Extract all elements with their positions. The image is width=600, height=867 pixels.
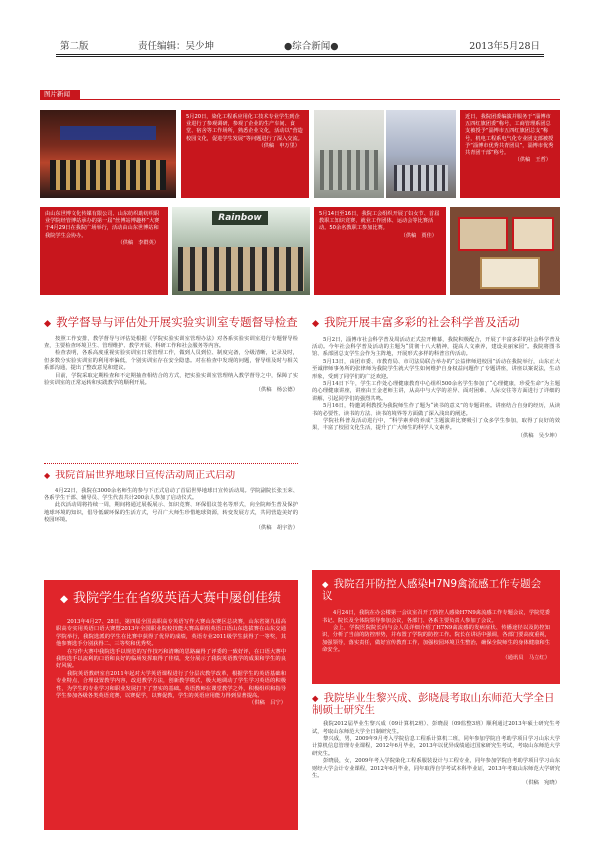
article-title: ◆ 我院毕业生黎兴成、彭晓晨考取山东师范大学全日制硕士研究生 (312, 692, 555, 717)
article-title: ◆ 我院召开防控人感染H7N9禽流感工作专题会议 (322, 578, 542, 603)
caption-youth-league-awards: 近日，我院团委编演并服务于“淄博市五四红旗团委”称号，工商管理系团总支被授予“淄博市五四红旗团总支”称号，机电工程系电气化专业团支部被授予“淄博市优秀共青团员”，淄博市优秀共青团干部”称号。 （供稿 王哲） (460, 110, 560, 198)
article-title: ◆ 我院首届世界地球日宣传活动周正式启动 (44, 470, 236, 481)
section-name: ●综合新闻● (284, 41, 339, 52)
diamond-icon: ◆ (312, 318, 320, 329)
diamond-icon: ◆ (312, 693, 319, 703)
article-paragraph: 5月2日，淄博市社会科学普及周活动正式拉开帷幕，我院积极配合，开展了丰富多彩的社会科学普及活动。今年社会科学普及活动的主题为“贯彻十八大精神，提高人文素养，建设美丽家园”。我院将图书馆、系部团总支学生会作为主阵地，开展形式多样的科普宣传活动。 (312, 336, 560, 358)
article-paragraph: 按照工作安排，教学督导与评估处根据《学院实验实训室管理办法》对各系实验实训室进行专题督导检查，主要检查环境卫生、管理维护、教学开展、科研工作和社会服务等内容。 (44, 335, 298, 349)
article-byline: （供稿 杨公德） (255, 387, 298, 394)
caption-staff-competition: 5月14日至16日，我院工会组织开展了妇女节、首届教职工知识竞赛、就业工作团体、运动会等比赛活动。50余名教职工参加比赛。 （供稿 贾佳） (314, 207, 446, 295)
header-rule-bottom (56, 56, 544, 57)
header-rule-top (56, 54, 544, 55)
photo-stage-performance (40, 110, 176, 198)
caption-campus-contest: 由山东世博文化传媒有限公司、山东纺织助纺织职业学院经管博站承办的第一届“丝博站博趣杯”大赛于4月29日在我院广场举行，活动由山东世博站和我院学生会协办。 （供稿 李群英） (40, 207, 168, 295)
article-paragraph: 黎兴成，男，2009年9月考入学院信息工程系计算机二班，同年参加学院自考助学项目学习山东大学计算机信息管理专业课程，2012年6月毕业，2013年以优异成绩通过国家研究生考试，考取山东师范大学研究生。 (312, 735, 560, 757)
article-divider (44, 463, 298, 464)
article-paragraph: 会上，学院医院院长向与会人员详细介绍了H7N9禽流感的发病症状、传播途径以及防控知识，分析了当前的防控形势，并布置了学院的防控工作。院长在讲话中强调，各部门要高度重视，加强领导，落实责任，做好宣传教育工作，加强校园环境卫生整治，确保全院师生的身体健康和生命安全。 (322, 624, 550, 654)
page-number: 第二版 (60, 41, 89, 52)
article-paragraph: 5月14日下午，学生工作处心理健康教育中心组织500余名学生参加了“心理健康，珍爱生命”为主题的心理健康讲座，讲座由王金老师主讲，从高中与大学的差异、面对困难、人际交往等方面进行了详细的讲解，引起同学们的强烈共鸣。 (312, 381, 560, 402)
article-paragraph: 检查表明，各系高度重视实验实训室日常管理工作，做到人员到位、制度完备，分级清晰，记录及时，但多数分实验实训室的利用率偏低，个别实训室存在安全隐患。对在检查中发现的问题，督导组及时与相关系部沟通，提出了整改意见和建议。 (44, 350, 298, 372)
diamond-icon: ◆ (60, 593, 68, 605)
diamond-icon: ◆ (322, 579, 329, 589)
page-header (56, 38, 544, 52)
article-paragraph: 5月16日，特邀刘利教授为我院师生作了题为“读书的意义”的专题讲座。讲座结合自身的经历，从读书的必要性、读书的方法、读书的境界等方面做了深入浅出的阐述。 (312, 403, 560, 417)
diamond-icon: ◆ (44, 471, 51, 480)
editor-credit: 责任编辑：吴少坤 (138, 41, 215, 52)
article-byline: （供稿 吴少坤） (517, 432, 560, 439)
photo-news-rule (40, 99, 560, 100)
article-byline: （供稿 宛晓） (522, 780, 560, 787)
article-byline: （供稿 吕宁） (248, 700, 286, 707)
article-paragraph: 5月13日，由团市委、市教育局、市司法局联合举办的“公益律师进校园”活动在我院举行，山东正大至诚律师事务所的张律师为我院学生就大学生如何维护自身权益问题作了专题讲座，讲座以案说法，生动形象，受到了同学们的广泛欢迎。 (312, 358, 560, 380)
rainbow-sign-logo: Rainbow (212, 211, 268, 225)
photo-factory-workshop (314, 110, 384, 198)
diamond-icon: ◆ (44, 318, 52, 329)
photo-indoor-gym (386, 110, 456, 198)
article-title: ◆ 我院学生在省级英语大赛中屡创佳绩 (60, 591, 282, 606)
article-science-week (312, 316, 560, 562)
article-paragraph: 4月22日，我院在3000余名师生的参与下正式启动了首届世界地球日宣传活动周。学院副院长张玉荣、各系学生干部、辅导员、学生代表共计200余人参加了启动仪式。 (44, 487, 298, 501)
caption-field-visit: 5月20日，染化工程系应用化工技术专业学生到企业进行了参观调研，参观了企业的生产车间、食堂、宿舍等工作场所，熟悉企业文化，活动以“营造校园文化，促进学生发展”等问题进行了深入交流。 （供稿 申万里） (181, 110, 309, 198)
photo-news-banner: 图片新闻 (40, 90, 80, 99)
article-earth-day (44, 470, 298, 570)
article-paragraph: 彭晓晨，女，2009年考入学院染化工程系服装设计与工程专业，同年参加学院自考助学项目学习山东财经大学会计专业课程，2012年6月毕业，同年取得自学考试本科毕业证，2013年考取山东师范大学研究生。 (312, 758, 560, 779)
article-paragraph: 目前，学院采取定期检查和不定期抽查相结合的方式，把实验实训室管理纳入教学督导之中，保障了实验实训室的正常运转和实践教学的顺利开展。 (44, 372, 298, 387)
article-title: ◆ 我院开展丰富多彩的社会科学普及活动 (312, 316, 520, 329)
article-paragraph: 此次活动周将持续一周，期间将通过展板展示、知识竞赛、环保倡议签名等形式，向全院师生普及保护地球环境的知识，倡导低碳环保的生活方式，号召广大师生珍惜地球资源，转变发展方式，共同营造美好的校园环境。 (44, 502, 298, 524)
article-byline: （通讯员 马立红） (502, 654, 550, 661)
article-graduate-admission (312, 692, 560, 842)
article-title: ◆ 教学督导与评估处开展实验实训室专题督导检查 (44, 316, 298, 329)
article-paragraph: 我院2012届毕业生黎兴成（09计算机2班）、彭晓晨（09监整3班）顺利通过2013年硕士研究生考试，考取山东师范大学全日制研究生。 (312, 721, 560, 735)
photo-rainbow-event (172, 207, 310, 295)
article-h7n9-meeting (312, 570, 560, 684)
photo-award-plaques (450, 207, 560, 295)
article-paragraph: 在写作大赛中我院选手以规范的写作技巧和清晰的思路赢得了评委的一致好评，在口语大赛中我院选手以流利的口语和良好的临场发挥取得了佳绩，充分展示了我院英语教学的成果和学生的良好风貌。 (56, 648, 286, 670)
article-paragraph: 我院英语教研室自2011年起对大学英语课程进行了分层次教学改革，根据学生的英语基础和专业特点，合理设置教学内容，改进教学方法，创新教学模式，极大地调动了学生学习英语的积极性，为学生的专业学习和职业发展打下了坚实的基础。英语教师在课堂教学之外，积极组织和指导学生参加各级各类英语竞赛，以赛促学，以赛促教，学生的英语应用能力得到显著提高。 (56, 670, 286, 699)
article-english-contest (44, 580, 298, 830)
article-paragraph: 学院社科普及活动进行中，“科学素养的养成”主题演讲比赛吸引了众多学生参加，取得了良好的效果，丰富了校园文化生活，提升了广大师生的科学人文素养。 (312, 418, 560, 432)
issue-date: 2013年5月28日 (469, 41, 540, 52)
article-paragraph: 4月24日，我院在办公楼第一会议室召开了防控人感染H7N9禽流感工作专题会议，学院党委书记、院长及全体院领导参加会议，各部门、各系主要负责人参加了会议。 (322, 610, 550, 624)
article-paragraph: 2013年4月27、28日，第四届全国高职高专英语写作大赛山东赛区总决赛，山东省第九届高职高专实用英语口语大赛暨2013年全国职业院校技能大赛高职组英语口语山东选拔赛在山东交通学院举行，我院选派的学生在比赛中获得了优异的成绩，英语专业2011级学生获得了一等奖，其他参赛选手分别获得二、三等奖和优秀奖。 (56, 618, 286, 648)
article-teaching-inspection (44, 316, 298, 458)
article-byline: （供稿 胡宇浩） (255, 524, 298, 531)
